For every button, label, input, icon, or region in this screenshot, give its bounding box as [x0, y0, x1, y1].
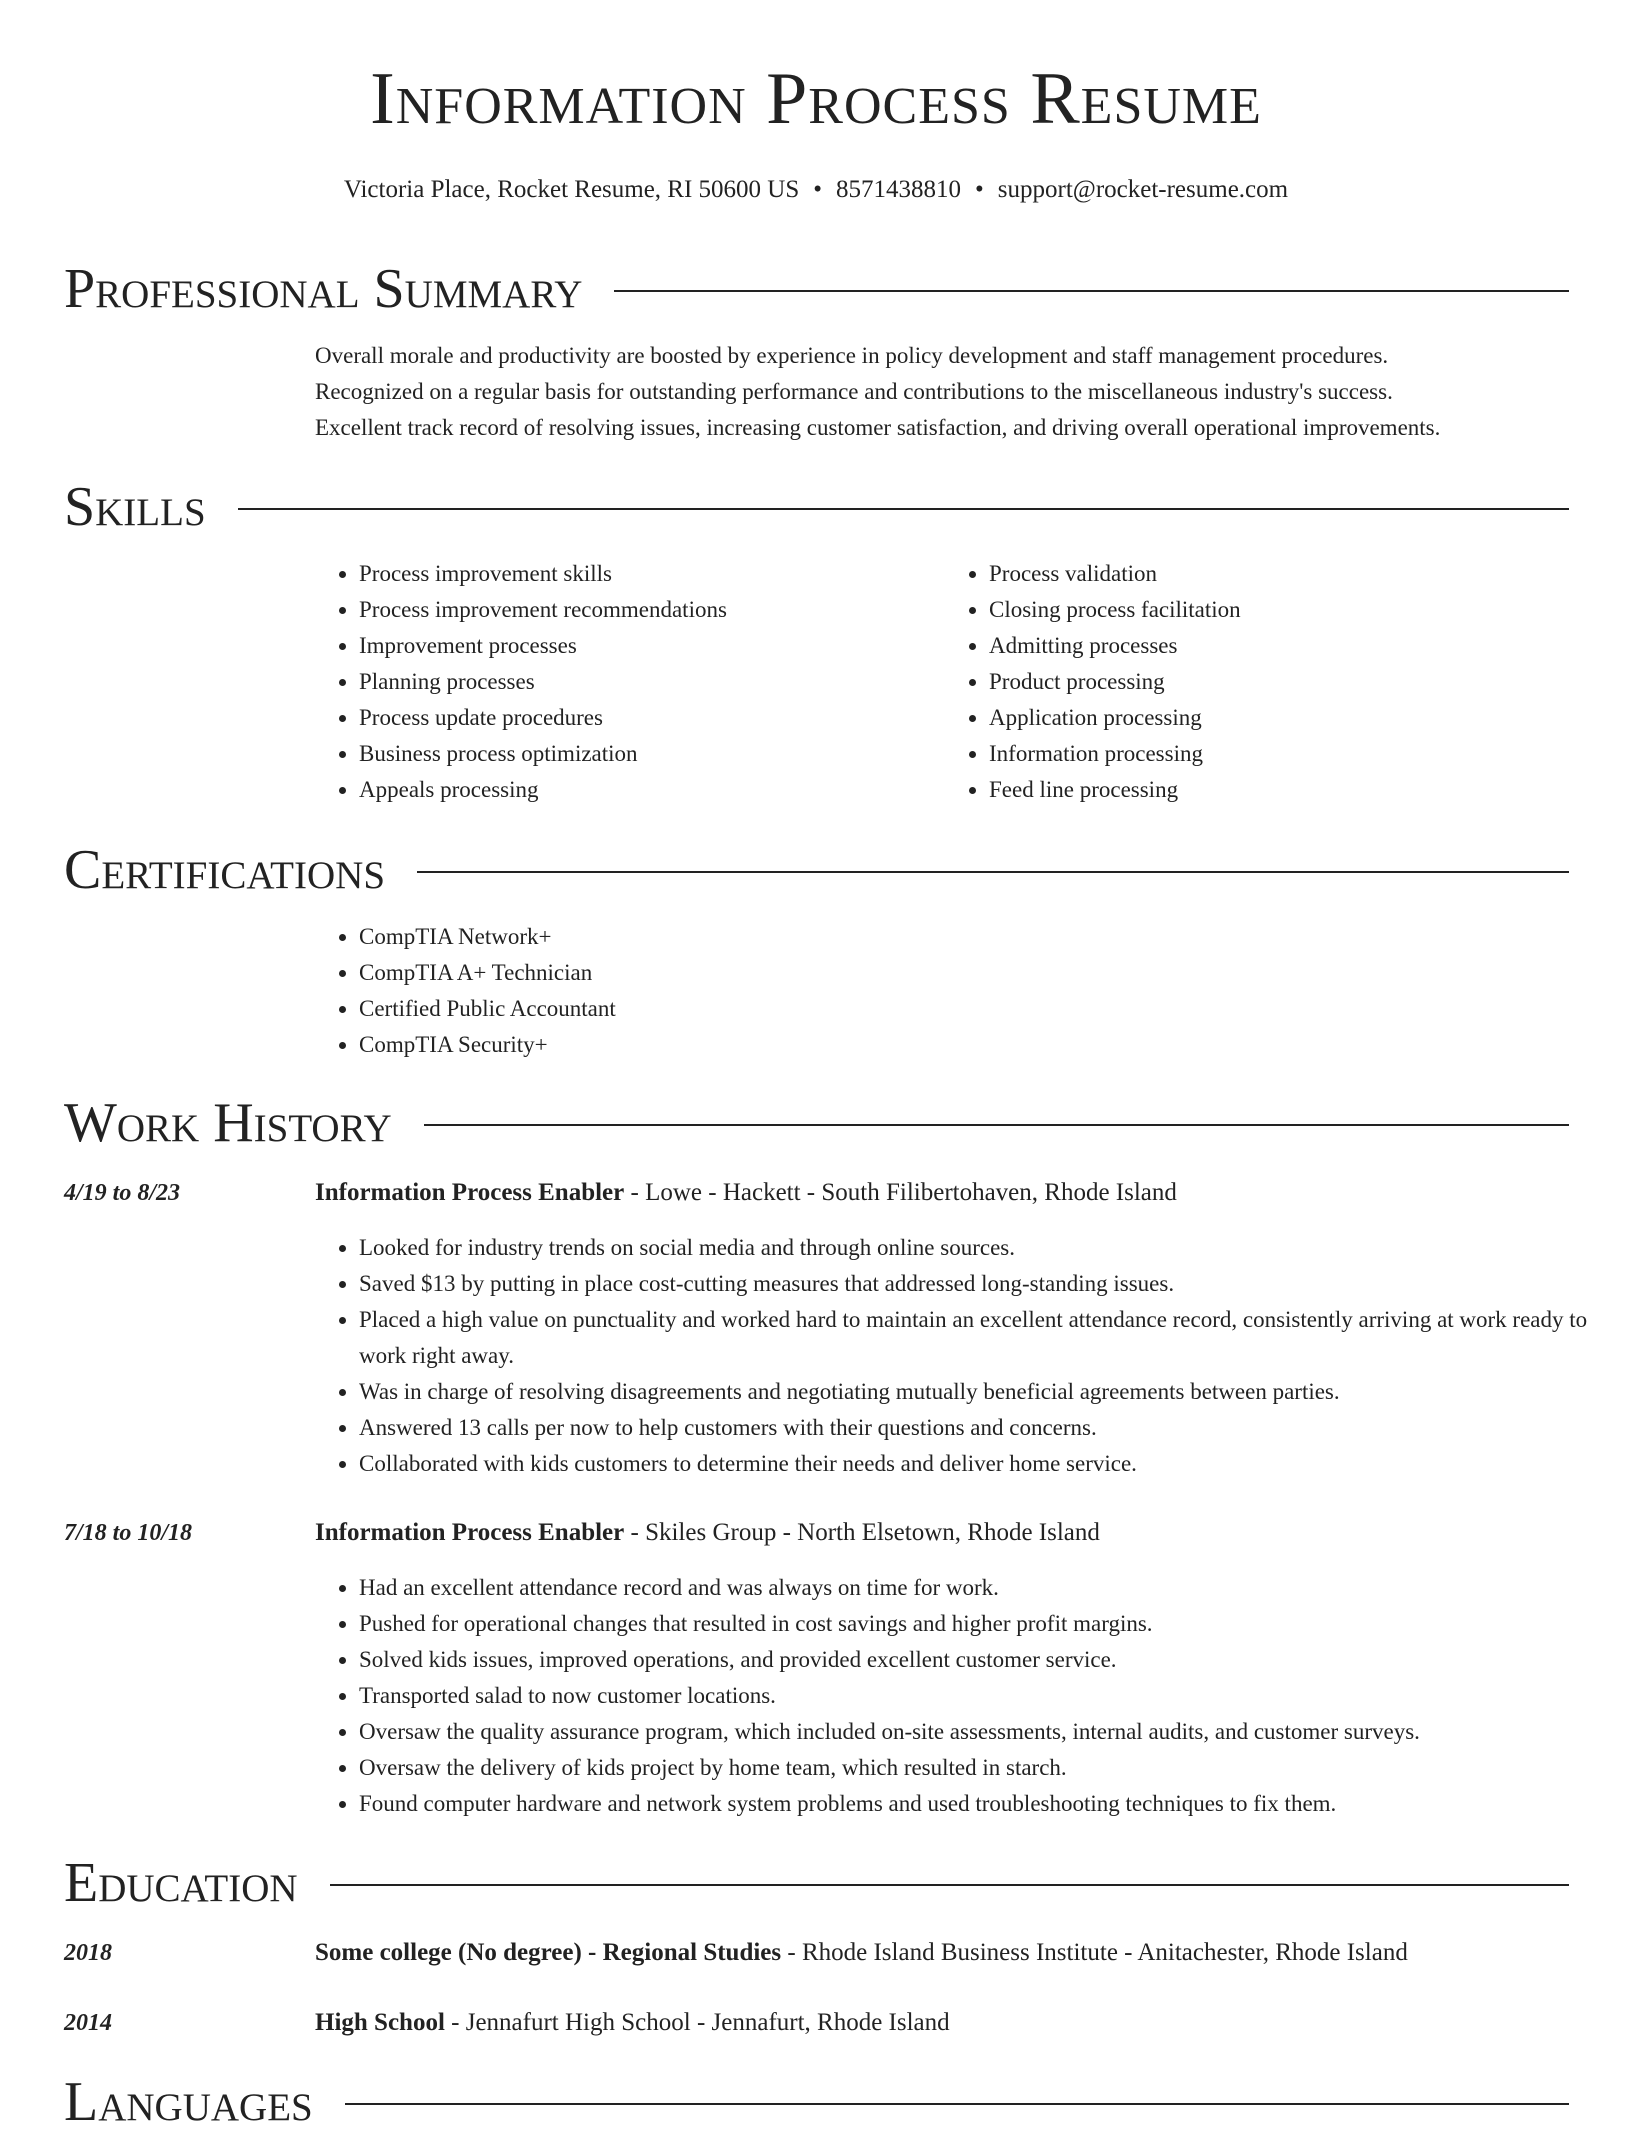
duty-item: • Transported salad to now customer locations.	[359, 1678, 1619, 1714]
skill-item: • Process validation	[989, 556, 1575, 592]
job-duties	[315, 1570, 1619, 1822]
skill-item: • Admitting processes	[989, 628, 1575, 664]
section-divider	[345, 2103, 1569, 2105]
skill-item: • Improvement processes	[359, 628, 945, 664]
education-date: 2014	[64, 2010, 112, 2036]
duty-item: • Oversaw the quality assurance program, which included on-site assessments, internal audits, and customer surveys.	[359, 1714, 1619, 1750]
contact-address: Victoria Place, Rocket Resume, RI 50600 US	[343, 176, 800, 203]
duty-item: • Had an excellent attendance record and was always on time for work.	[359, 1570, 1619, 1606]
section-divider	[330, 1884, 1569, 1886]
duty-item: • Collaborated with kids customers to determine their needs and deliver home service.	[359, 1446, 1619, 1482]
section-header-summary	[64, 258, 1569, 320]
skills-list	[315, 556, 1575, 808]
job-headline	[315, 1515, 1575, 1551]
certification-item: • CompTIA Network+	[359, 919, 616, 955]
section-title: Professional Summary	[64, 258, 583, 320]
duty-item: • Answered 13 calls per now to help customers with their questions and concerns.	[359, 1410, 1619, 1446]
section-header-work-history	[64, 1092, 1569, 1154]
section-header-skills	[64, 476, 1569, 538]
summary-text	[315, 338, 1575, 446]
certification-item: • Certified Public Accountant	[359, 991, 616, 1027]
separator-dot: •	[975, 176, 984, 203]
section-divider	[238, 508, 1569, 510]
education-degree: Some college (No degree) - Regional Studies	[315, 1939, 782, 1966]
skills-column-right	[945, 556, 1575, 808]
skill-item: • Process improvement recommendations	[359, 592, 945, 628]
separator-dot: •	[813, 176, 823, 203]
job-duties	[315, 1230, 1619, 1482]
job-date: 7/18 to 10/18	[64, 1520, 193, 1546]
education-date: 2018	[64, 1940, 112, 1966]
skill-item: • Planning processes	[359, 664, 945, 700]
duty-item: • Was in charge of resolving disagreements and negotiating mutually beneficial agreements between parties.	[359, 1374, 1619, 1410]
skill-item: • Process improvement skills	[359, 556, 945, 592]
job-employer: - Skiles Group - North Elsetown, Rhode Island	[624, 1519, 1100, 1546]
section-title: Skills	[64, 476, 206, 538]
duty-item: • Found computer hardware and network system problems and used troubleshooting techniques to fix them.	[359, 1786, 1619, 1822]
summary-line: Excellent track record of resolving issues, increasing customer satisfaction, and driving overall operational improvements.	[315, 415, 1441, 440]
section-divider	[614, 290, 1569, 292]
contact-line	[0, 175, 1632, 205]
certifications-list	[315, 919, 616, 1063]
skill-item: • Business process optimization	[359, 736, 945, 772]
section-header-languages	[64, 2071, 1569, 2133]
page-title: Information Process Resume	[370, 58, 1262, 140]
education-degree: High School	[315, 2009, 445, 2036]
skill-item: • Product processing	[989, 664, 1575, 700]
summary-line: Overall morale and productivity are boosted by experience in policy development and staff management procedures.	[315, 343, 1389, 368]
skill-item: • Information processing	[989, 736, 1575, 772]
education-headline	[315, 1935, 1575, 1971]
skill-item: • Application processing	[989, 700, 1575, 736]
duty-item: • Pushed for operational changes that resulted in cost savings and higher profit margins.	[359, 1606, 1619, 1642]
job-date: 4/19 to 8/23	[64, 1180, 181, 1206]
job-title: Information Process Enabler	[315, 1519, 625, 1546]
duty-item: • Placed a high value on punctuality and worked hard to maintain an excellent attendance record, consistently arriving at work ready to work right away.	[359, 1302, 1619, 1374]
job-title: Information Process Enabler	[315, 1179, 625, 1206]
contact-email[interactable]: support@rocket-resume.com	[997, 176, 1289, 203]
skills-column-left	[315, 556, 945, 808]
section-title: Languages	[64, 2071, 313, 2133]
certification-item: • CompTIA A+ Technician	[359, 955, 616, 991]
section-title: Certifications	[64, 839, 386, 901]
duty-item: • Oversaw the delivery of kids project by home team, which resulted in starch.	[359, 1750, 1619, 1786]
education-school: - Rhode Island Business Institute - Anitachester, Rhode Island	[781, 1939, 1408, 1966]
education-headline	[315, 2005, 1575, 2041]
summary-line: Recognized on a regular basis for outstanding performance and contributions to the miscellaneous industry's success.	[315, 379, 1393, 404]
section-header-education	[64, 1852, 1569, 1914]
duty-item: • Solved kids issues, improved operations, and provided excellent customer service.	[359, 1642, 1619, 1678]
job-employer: - Lowe - Hackett - South Filibertohaven, Rhode Island	[624, 1179, 1177, 1206]
skill-item: • Feed line processing	[989, 772, 1575, 808]
section-title: Education	[64, 1852, 298, 1914]
skill-item: • Closing process facilitation	[989, 592, 1575, 628]
job-headline	[315, 1175, 1575, 1211]
education-school: - Jennafurt High School - Jennafurt, Rhode Island	[444, 2009, 950, 2036]
contact-phone: 8571438810	[836, 176, 962, 203]
certification-item: • CompTIA Security+	[359, 1027, 616, 1063]
section-header-certifications	[64, 839, 1569, 901]
section-divider	[424, 1124, 1569, 1126]
section-divider	[417, 871, 1569, 873]
duty-item: • Saved $13 by putting in place cost-cutting measures that addressed long-standing issues.	[359, 1266, 1619, 1302]
skill-item: • Process update procedures	[359, 700, 945, 736]
skill-item: • Appeals processing	[359, 772, 945, 808]
duty-item: • Looked for industry trends on social media and through online sources.	[359, 1230, 1619, 1266]
section-title: Work History	[64, 1092, 392, 1154]
